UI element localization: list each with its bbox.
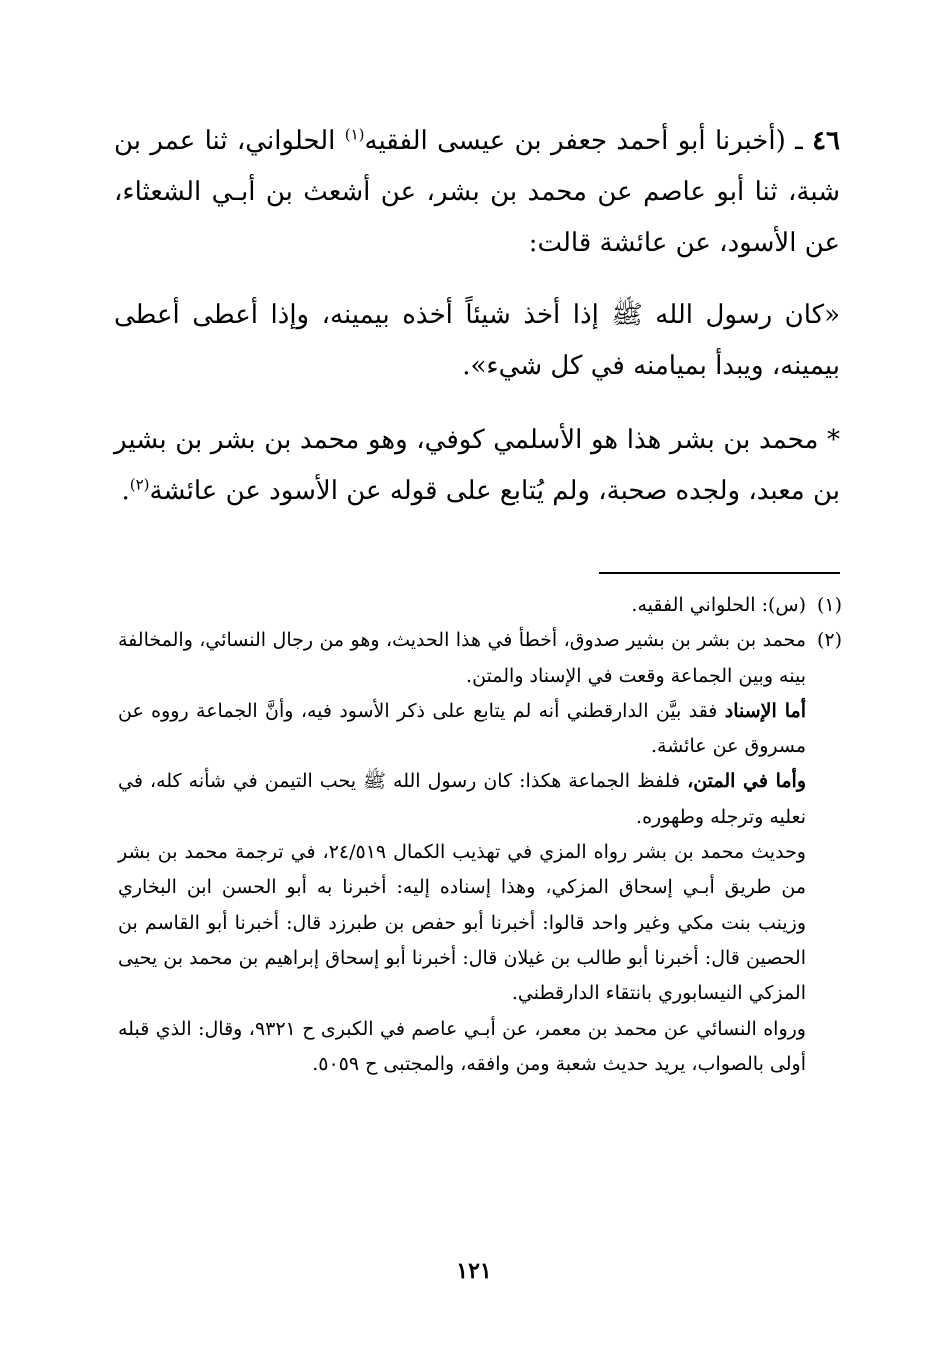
footnote-separator (599, 572, 840, 574)
hadith-isnad-rest: الحلواني، ثنا عمر بن شبة، ثنا أبو عاصم عن محمد بن بشر، عن أشعث بن أبـي الشعثاء، عن الأسود، عن عائشة قالت: (114, 126, 840, 258)
commentary-end: . (121, 476, 130, 506)
footnote-2-para-3-text: فلفظ الجماعة هكذا: كان رسول الله ﷺ يحب التيمن في شأنه كله، في نعليه وترجله وطهوره. (118, 770, 806, 828)
hadith-paragraph (114, 116, 840, 269)
footnote-ref-2[interactable]: (٢) (129, 475, 150, 494)
footnote-2 (118, 623, 842, 1082)
page-number: ١٢١ (456, 1258, 492, 1284)
footnote-mark-2: (٢) (816, 629, 842, 652)
footnote-2-para-2-lead: أما الإسناد (724, 699, 806, 722)
footnote-2-para-3-lead: وأما في المتن، (687, 770, 806, 793)
hadith-isnad-start: (أخبرنا أبو أحمد جعفر بن عيسى الفقيه (364, 126, 786, 156)
hadith-matn: «كان رسول الله ﷺ إذا أخذ شيئاً أخذه بيمينه، وإذا أعطى أعطى بيمينه، ويبدأ بميامنه في كل شيء». (114, 300, 840, 381)
hadith-dash: ـ (795, 126, 803, 156)
footnote-1-text: (س): الحلواني الفقيه. (631, 594, 806, 616)
footnote-2-para-2-text: فقد بيَّن الدارقطني أنه لم يتابع على ذكر الأسود فيه، وأنَّ الجماعة رووه عن مسروق عن عائشة. (118, 699, 806, 758)
commentary-paragraph (114, 415, 840, 517)
footnote-mark-1: (١) (816, 594, 842, 616)
footnote-1 (118, 588, 842, 623)
footnote-2-para-5: ورواه النسائي عن محمد بن معمر، عن أبـي عاصم في الكبرى ح ٩٣٢١، وقال: الذي قبله أولى بالصواب، يريد حديث شعبة ومن وافقه، والمجتبى ح ٥٠٥٩. (118, 1017, 806, 1075)
footnote-2-para-4: وحديث محمد بن بشر رواه المزي في تهذيب الكمال ٢٤/٥١٩، في ترجمة محمد بن بشر من طريق أبـي إسحاق المزكي، وهذا إسناده إليه: أخبرنا به أبو الحسن ابن البخاري وزينب بنت مكي وغير واحد قالوا: أخبرنا أبو حفص بن طبرزد قال: أخبرنا أبو القاسم بن الحصين قال: أخبرنا أبو طالب بن غيلان قال: أخبرنا أبو إسحاق إبراهيم بن محمد بن يحيى المزكي النيسابوري بانتقاء الدارقطني. (118, 841, 806, 1005)
footnote-ref-1[interactable]: (١) (344, 125, 365, 144)
commentary-text: * محمد بن بشر هذا هو الأسلمي كوفي، وهو محمد بن بشر بن بشير بن معبد، ولجده صحبة، ولم يُتابع على قوله عن الأسود عن عائشة (114, 425, 840, 506)
footnotes (118, 588, 842, 1082)
footnote-2-para-3 (118, 764, 806, 835)
hadith-text (114, 290, 840, 392)
footnote-2-para-1: محمد بن بشر بن بشير صدوق، أخطأ في هذا الحديث، وهو من رجال النسائي، والمخالفة بينه وبين الجماعة وقعت في الإسناد والمتن. (118, 629, 806, 687)
footnote-2-para-2 (118, 694, 806, 765)
hadith-number: ٤٦ (812, 126, 841, 156)
